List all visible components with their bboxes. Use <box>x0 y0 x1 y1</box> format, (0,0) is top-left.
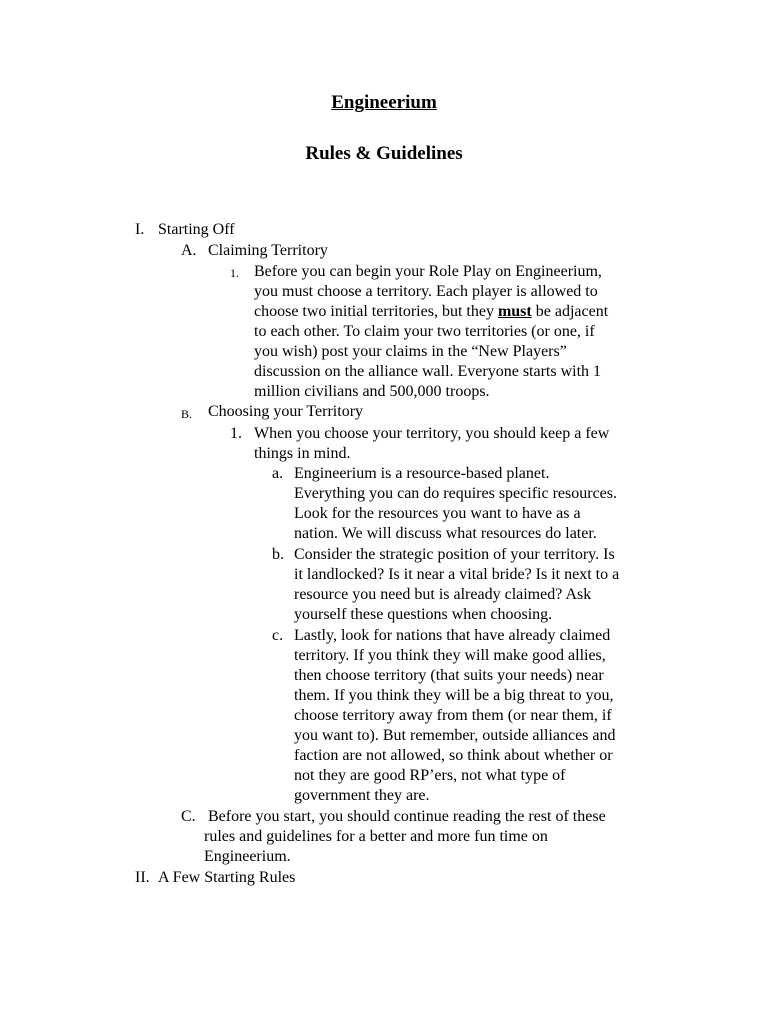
paragraph-line: Engineerium. <box>204 848 291 865</box>
paragraph-line: Engineerium is a resource-based planet. <box>294 465 550 482</box>
paragraph-line: When you choose your territory, you should keep a few <box>254 425 610 442</box>
item-b1a-marker: a. <box>272 465 284 482</box>
paragraph-line: you want to). But remember, outside alliances and <box>294 727 616 744</box>
paragraph-line: resource you need but is already claimed? Ask <box>294 586 592 603</box>
subsection-a-heading: Claiming Territory <box>208 242 328 259</box>
paragraph-line <box>254 302 608 322</box>
paragraph-line: Everything you can do requires specific resources. <box>294 485 617 502</box>
paragraph-line: government they are. <box>294 787 430 804</box>
subsection-b-heading: Choosing your Territory <box>208 403 364 420</box>
paragraph-line: things in mind. <box>254 445 351 462</box>
document-subtitle: Rules & Guidelines <box>305 143 463 164</box>
paragraph-line: you must choose a territory. Each player is allowed to <box>254 283 598 300</box>
paragraph-line: Consider the strategic position of your territory. Is <box>294 546 615 563</box>
section-2-marker: II. <box>135 869 150 886</box>
subsection-a-marker: A. <box>181 242 197 259</box>
paragraph-line: it landlocked? Is it near a vital bride? Is it next to a <box>294 566 620 583</box>
item-b1c-marker: c. <box>272 627 284 644</box>
paragraph-line: you wish) post your claims in the “New Players” <box>254 343 567 360</box>
subsection-c-marker: C. <box>181 808 196 825</box>
section-1-marker: I. <box>135 221 145 238</box>
section-1-heading: Starting Off <box>158 221 235 238</box>
paragraph-line: yourself these questions when choosing. <box>294 606 553 623</box>
paragraph-text: choose two initial territories, but they <box>254 303 498 320</box>
paragraph-line: territory. If you think they will make good allies, <box>294 647 606 664</box>
item-b1b-marker: b. <box>272 546 284 563</box>
emphasis-must: must <box>497 303 532 320</box>
item-a1-marker: 1. <box>230 266 239 280</box>
paragraph-line: them. If you think they will be a big threat to you, <box>294 687 614 704</box>
paragraph-line: then choose territory (that suits your needs) near <box>294 667 604 684</box>
section-2-heading: A Few Starting Rules <box>158 869 296 886</box>
paragraph-line: Lastly, look for nations that have already claimed <box>294 627 611 644</box>
subsection-b-marker: B. <box>181 407 193 421</box>
paragraph-line: million civilians and 500,000 troops. <box>254 383 490 400</box>
paragraph-line: Look for the resources you want to have as a <box>294 505 581 522</box>
paragraph-line: nation. We will discuss what resources do later. <box>294 525 597 542</box>
paragraph-line: choose territory away from them (or near them, if <box>294 707 612 724</box>
document-title: Engineerium <box>331 92 437 113</box>
paragraph-line: discussion on the alliance wall. Everyone starts with 1 <box>254 363 602 380</box>
paragraph-line: not they are good RP’ers, not what type of <box>294 767 566 784</box>
paragraph-text: be adjacent <box>531 303 609 320</box>
paragraph-line: faction are not allowed, so think about whether or <box>294 747 613 764</box>
paragraph-line: to each other. To claim your two territories (or one, if <box>254 323 595 340</box>
item-b1-marker: 1. <box>230 425 242 442</box>
paragraph-line: Before you can begin your Role Play on Engineerium, <box>254 263 602 280</box>
paragraph-line: Before you start, you should continue reading the rest of these <box>208 808 606 825</box>
paragraph-line: rules and guidelines for a better and more fun time on <box>204 828 548 845</box>
